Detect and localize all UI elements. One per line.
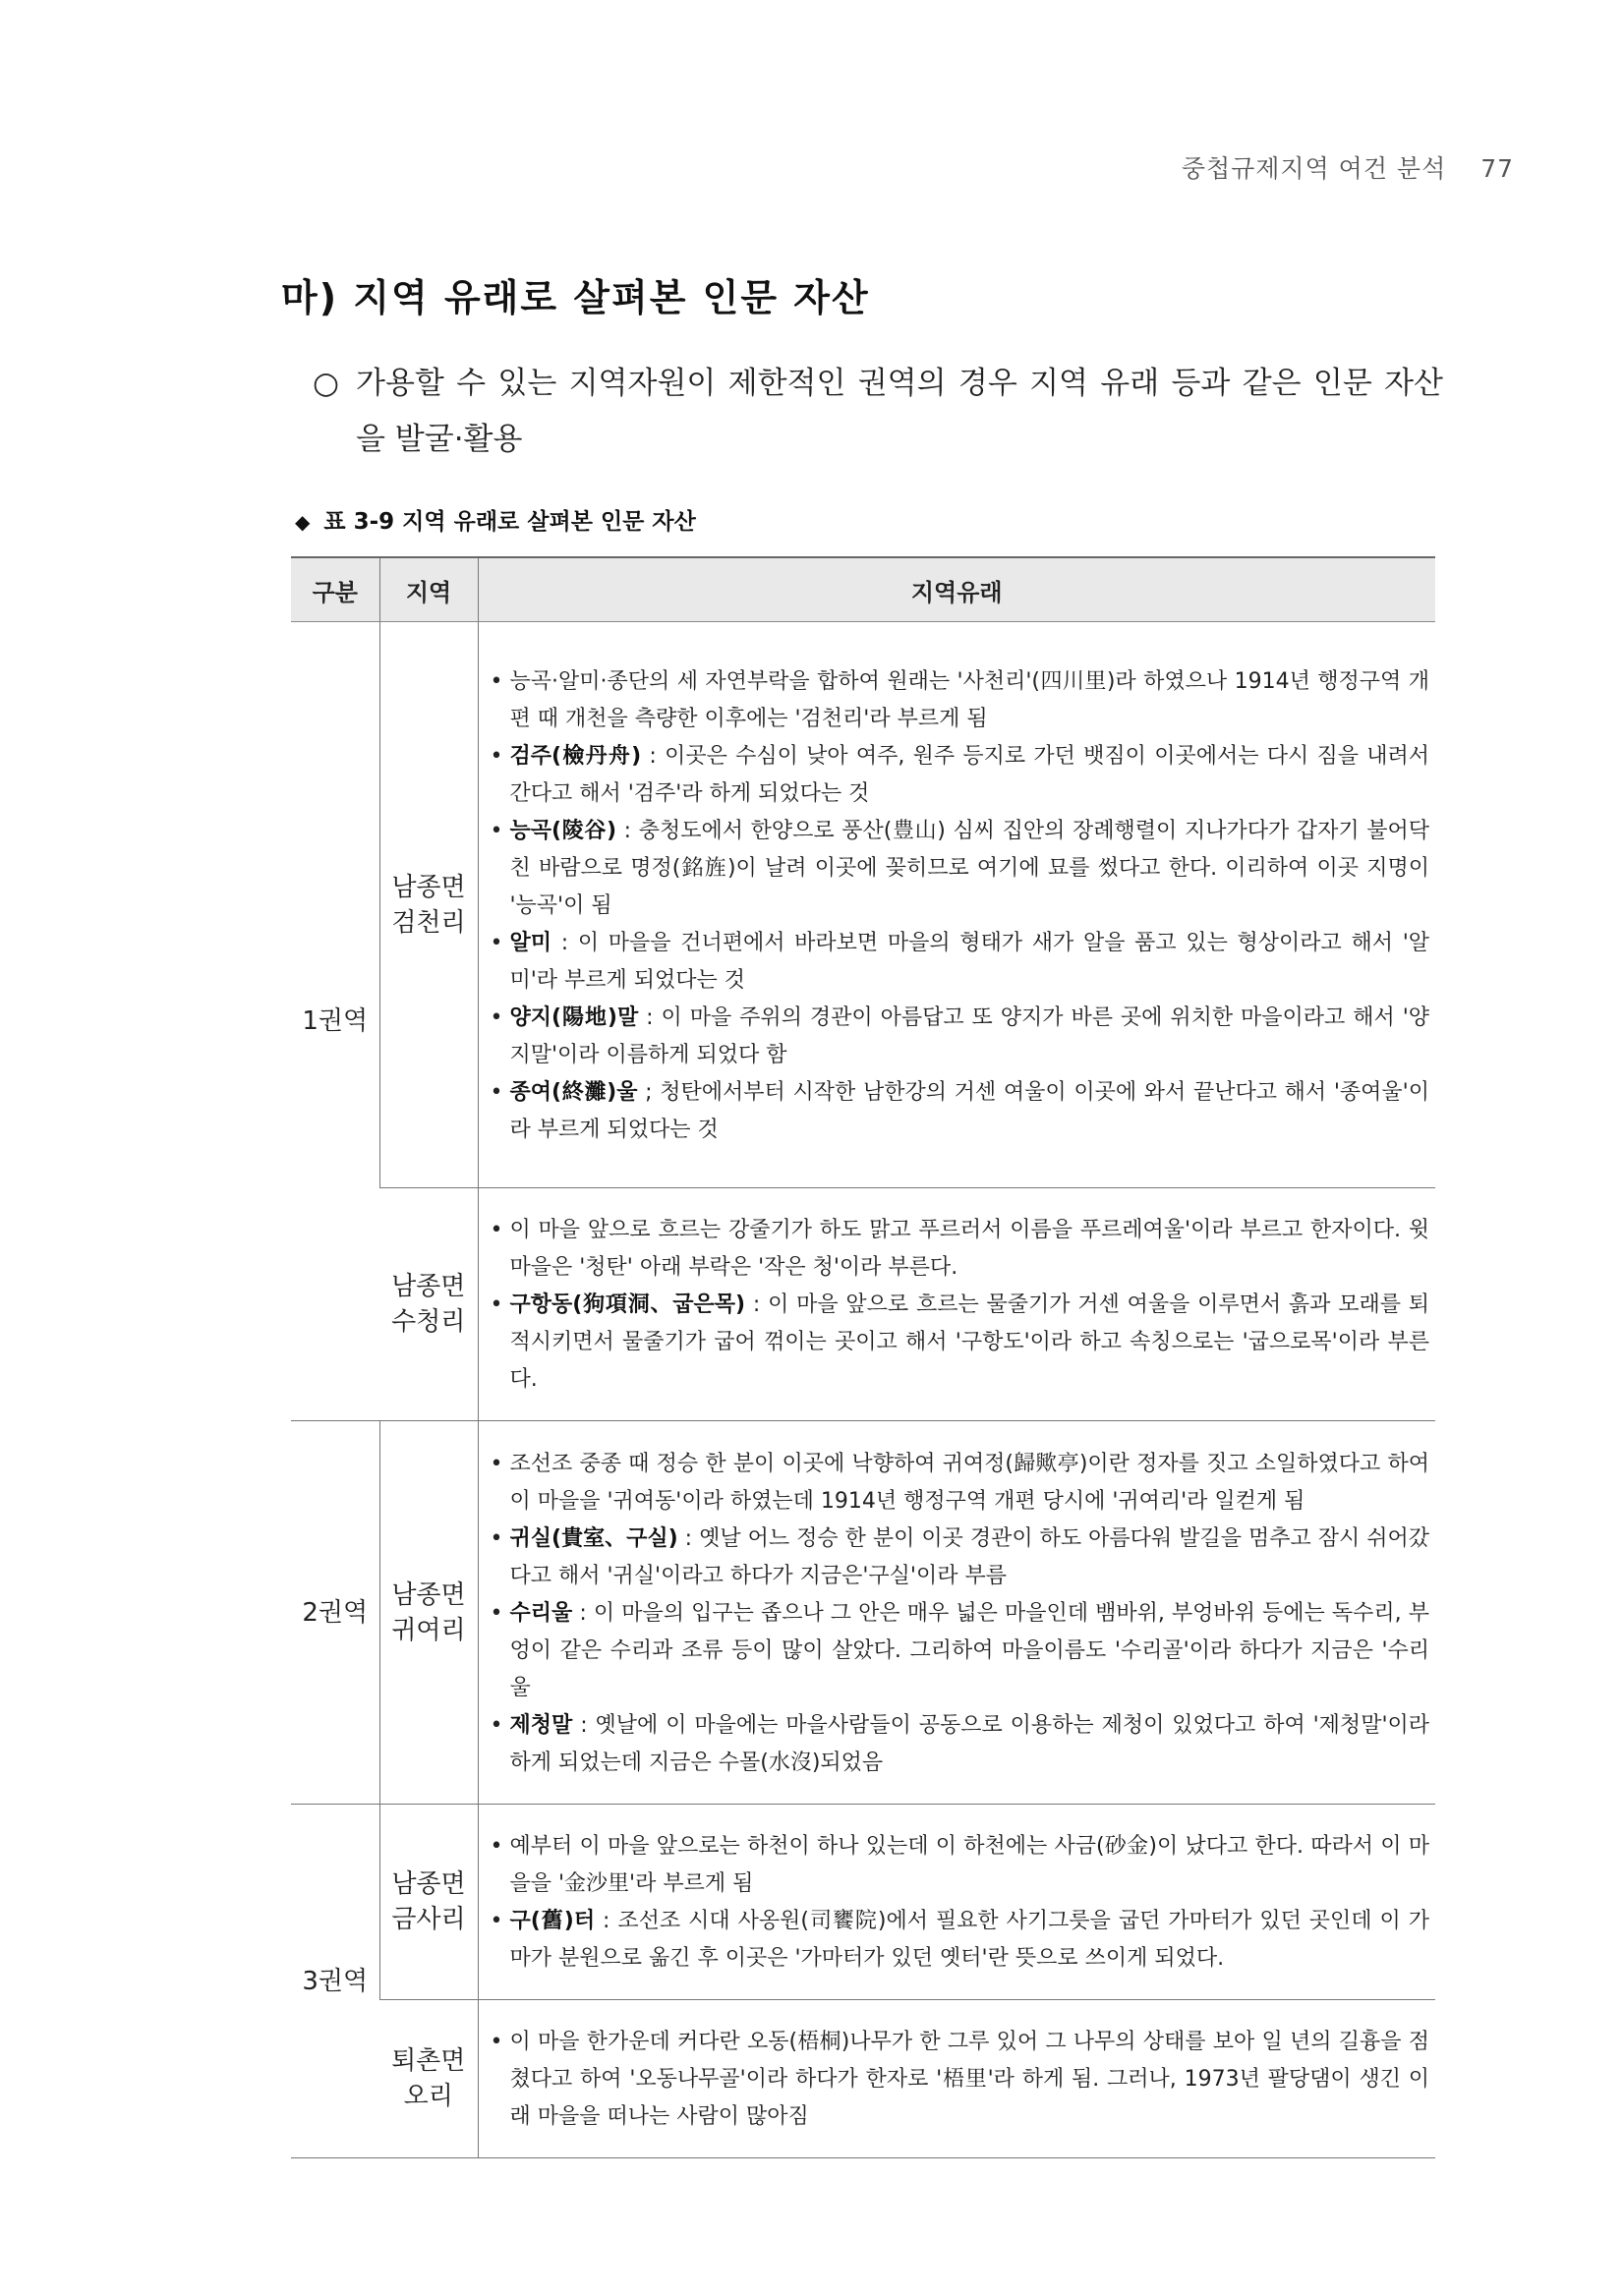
origin-description: : 충청도에서 한양으로 풍산(豊山) 심씨 집안의 장례행렬이 지나가다가 갑자기 불어닥친 바람으로 명정(銘旌)이 날려 이곳에 꽂히므로 여기에 묘를 썼다고 한다. 이리하여 이곳 지명이 '능곡'이 됨 <box>509 818 1429 918</box>
zone-cell: 3권역 <box>291 1805 379 2158</box>
origin-item <box>489 1074 1430 1149</box>
table-row <box>291 2000 1435 2158</box>
intro-text: 가용할 수 있는 지역자원이 제한적인 권역의 경우 지역 유래 등과 같은 인문 자산을 발굴·활용 <box>356 366 1443 457</box>
origin-item <box>489 1446 1430 1521</box>
header-origin: 지역유래 <box>478 557 1435 622</box>
table-row <box>291 1421 1435 1805</box>
origin-item <box>489 1521 1430 1595</box>
origin-description: ; 청탄에서부터 시작한 남한강의 거센 여울이 이곳에 와서 끝난다고 해서 '종여울'이라 부르게 되었다는 것 <box>509 1079 1429 1142</box>
place-name-term: 구(舊)터 <box>509 1909 596 1933</box>
header-category: 구분 <box>291 557 379 622</box>
circle-bullet-icon: ○ <box>313 366 340 401</box>
origin-description: : 이곳은 수심이 낮아 여주, 원주 등지로 가던 뱃짐이 이곳에서는 다시 짐을 내려서 간다고 해서 '검주'라 하게 되었다는 것 <box>509 743 1429 806</box>
place-name-term: 능곡(陵谷) <box>509 818 617 843</box>
origin-item <box>489 663 1430 738</box>
table-header-row <box>291 557 1435 622</box>
village-cell: 남종면 귀여리 <box>379 1421 478 1805</box>
section-title: 마) 지역 유래로 살펴본 인문 자산 <box>281 276 870 319</box>
origin-item <box>489 1287 1430 1399</box>
table-row <box>291 1188 1435 1421</box>
origin-description: 예부터 이 마을 앞으로는 하천이 하나 있는데 이 하천에는 사금(砂金)이 났다고 한다. 따라서 이 마을을 '金沙里'라 부르게 됨 <box>509 1834 1429 1896</box>
origin-description: 이 마을 앞으로 흐르는 강줄기가 하도 맑고 푸르러서 이름을 푸르레여울'이라 부르고 한자이다. 윗마을은 '청탄' 아래 부락은 '작은 청'이라 부른다. <box>509 1218 1429 1280</box>
village-cell: 남종면 검천리 <box>379 622 478 1188</box>
origin-description: : 옛날에 이 마을에는 마을사람들이 공동으로 이용하는 제청이 있었다고 하여 '제청말'이라 하게 되었는데 지금은 수몰(水沒)되었음 <box>509 1712 1429 1775</box>
origin-item <box>489 1707 1430 1782</box>
intro-paragraph <box>313 356 1443 468</box>
origin-item <box>489 813 1430 925</box>
origin-item <box>489 1595 1430 1707</box>
origin-description: : 이 마을 앞으로 흐르는 물줄기가 거센 여울을 이루면서 흙과 모래를 퇴적시키면서 물줄기가 굽어 꺾이는 곳이고 해서 '구항도'이라 하고 속칭으로는 '굽으로목'이라 부른다. <box>509 1292 1430 1392</box>
origin-cell <box>478 2000 1435 2158</box>
table-caption-text: 표 3-9 지역 유래로 살펴본 인문 자산 <box>323 509 696 535</box>
origin-item <box>489 2024 1430 2136</box>
zone-cell: 1권역 <box>291 622 379 1421</box>
header-region: 지역 <box>379 557 478 622</box>
zone-cell: 2권역 <box>291 1421 379 1805</box>
table-row <box>291 1805 1435 2000</box>
origin-cell <box>478 622 1435 1188</box>
village-cell: 퇴촌면 오리 <box>379 2000 478 2158</box>
origin-description: 능곡·알미·종단의 세 자연부락을 합하여 원래는 '사천리'(四川里)라 하였으나 1914년 행정구역 개편 때 개천을 측량한 이후에는 '검천리'라 부르게 됨 <box>509 668 1429 731</box>
heritage-table <box>291 556 1435 2158</box>
origin-cell <box>478 1421 1435 1805</box>
origin-description: 이 마을 한가운데 커다란 오동(梧桐)나무가 한 그루 있어 그 나무의 상태를 보아 일 년의 길흉을 점쳤다고 하여 '오동나무골'이라 하다가 한자로 '梧里'라 하게 됨. 그러나, 1973년 팔당댐이 생긴 이래 마을을 떠나는 사람이 많아짐 <box>509 2030 1429 2129</box>
place-name-term: 귀실(貴室、구실) <box>509 1525 678 1551</box>
village-cell: 남종면 금사리 <box>379 1805 478 2000</box>
place-name-term: 검주(檢丹舟) <box>509 743 642 769</box>
page-number: 77 <box>1480 154 1514 183</box>
origin-description: 조선조 중종 때 정승 한 분이 이곳에 낙향하여 귀여정(歸歟亭)이란 정자를 짓고 소일하였다고 하여 이 마을을 '귀여동'이라 하였는데 1914년 행정구역 개편 당시에 '귀여리'라 일컫게 됨 <box>509 1451 1429 1514</box>
origin-description: : 이 마을의 입구는 좁으나 그 안은 매우 넓은 마을인데 뱀바위, 부엉바위 등에는 독수리, 부엉이 같은 수리과 조류 등이 많이 살았다. 그리하여 마을이름도 '수리골'이라 하다가 지금은 '수리울 <box>509 1600 1429 1700</box>
running-header <box>1182 149 1514 185</box>
place-name-term: 알미 <box>509 930 552 955</box>
village-cell: 남종면 수청리 <box>379 1188 478 1421</box>
origin-item <box>489 1828 1430 1903</box>
origin-item <box>489 1212 1430 1287</box>
table-caption <box>295 503 696 536</box>
origin-item <box>489 738 1430 813</box>
origin-description: : 이 마을을 건너편에서 바라보면 마을의 형태가 새가 알을 품고 있는 형상이라고 해서 '알미'라 부르게 되었다는 것 <box>509 930 1429 993</box>
origin-description: : 옛날 어느 정승 한 분이 이곳 경관이 하도 아름다워 발길을 멈추고 잠시 쉬어갔다고 해서 '귀실'이라고 하다가 지금은'구실'이라 부름 <box>509 1525 1429 1588</box>
origin-description: : 이 마을 주위의 경관이 아름답고 또 양지가 바른 곳에 위치한 마을이라고 해서 '양지말'이라 이름하게 되었다 함 <box>509 1004 1429 1067</box>
place-name-term: 수리울 <box>509 1600 573 1626</box>
origin-item <box>489 925 1430 1000</box>
origin-description: : 조선조 시대 사옹원(司饔院)에서 필요한 사기그릇을 굽던 가마터가 있던 곳인데 이 가마가 분원으로 옮긴 후 이곳은 '가마터가 있던 옛터'란 뜻으로 쓰이게 되었다. <box>509 1909 1429 1971</box>
diamond-icon: ◆ <box>295 510 311 534</box>
running-title: 중첩규제지역 여건 분석 <box>1181 154 1447 183</box>
place-name-term: 구항동(狗項洞、굽은목) <box>509 1292 746 1317</box>
origin-cell <box>478 1805 1435 2000</box>
place-name-term: 종여(終灘)울 <box>509 1079 638 1105</box>
table-row <box>291 622 1435 1188</box>
origin-item <box>489 1903 1430 1978</box>
place-name-term: 제청말 <box>509 1712 573 1738</box>
origin-cell <box>478 1188 1435 1421</box>
place-name-term: 양지(陽地)말 <box>509 1004 639 1030</box>
origin-item <box>489 1000 1430 1074</box>
